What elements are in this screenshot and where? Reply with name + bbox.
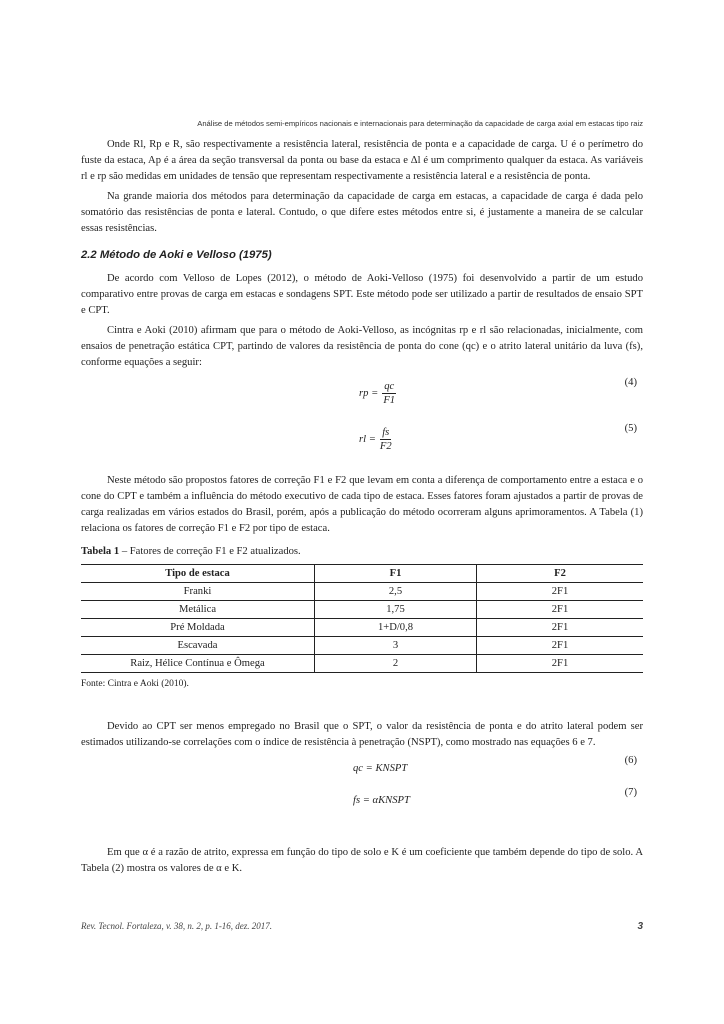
- table-cell: 2,5: [315, 583, 477, 601]
- table-cell: 2F1: [477, 655, 644, 673]
- equation-6-number: (6): [624, 755, 637, 767]
- equation-5-numerator: fs: [382, 426, 390, 438]
- paragraph-1: Onde Rl, Rp e R, são respectivamente a resistência lateral, resistência de ponta e a capacidade de carga. U é o perímetro do fuste da estaca, Ap é a área da seção transversal da ponta ou base da estaca e Δl é um comprimento qualquer da estaca. As variáveis rl e rp são medidas em unidades de tensão que representam respectivamente a resistência lateral e a resistência de ponta.: [81, 139, 643, 182]
- equation-6: [81, 753, 643, 785]
- table-1: [81, 564, 643, 673]
- equation-7-expression: fs = αKNSPT: [353, 795, 410, 807]
- table-header-row: [81, 565, 643, 583]
- page-number: 3: [637, 921, 643, 932]
- table-cell: Raiz, Hélice Contínua e Ômega: [81, 655, 315, 673]
- table-1-source: Fonte: Cintra e Aoki (2010).: [81, 679, 189, 690]
- paragraph-5: Neste método são propostos fatores de correção F1 e F2 que levam em conta a diferença de comportamento entre a estaca e o cone do CPT e também a influência do método executivo de cada tipo de estaca. Esses fatores foram ajustados a partir de provas de carga realizadas em vários estados do Brasil, porém, após a publicação do método ocorreram alguns aprimoramentos. A Tabela (1) relaciona os fatores de correção F1 e F2 por tipo de estaca.: [81, 474, 643, 534]
- table-cell: 2F1: [477, 583, 644, 601]
- table-cell: 2F1: [477, 637, 644, 655]
- equation-4-denominator: F1: [383, 394, 396, 406]
- equation-7: [81, 785, 643, 817]
- table-cell: Escavada: [81, 637, 315, 655]
- table-cell: 1,75: [315, 601, 477, 619]
- paragraph-4: Cintra e Aoki (2010) afirmam que para o método de Aoki-Velloso, as incógnitas rp e rl são relacionadas, inicialmente, com ensaios de penetração estática CPT, partindo de valores da resistência de ponta do cone (qc) e o atrito lateral unitário da luva (fs), conforme equações a seguir:: [81, 325, 643, 368]
- equation-7-number: (7): [624, 787, 637, 799]
- equation-5-denominator: F2: [379, 440, 392, 452]
- paragraph-2: Na grande maioria dos métodos para determinação da capacidade de carga em estacas, a capacidade de carga é dada pelo somatório das resistências de ponta e lateral. Contudo, o que difere estes métodos entre si, é justamente a maneira de se calcular essas resistências.: [81, 190, 643, 234]
- table-cell: 1+D/0,8: [315, 619, 477, 637]
- footer-citation: Rev. Tecnol. Fortaleza, v. 38, n. 2, p. 1-16, dez. 2017.: [81, 921, 273, 931]
- table-cell: Pré Moldada: [81, 619, 315, 637]
- paragraph-3: De acordo com Velloso de Lopes (2012), o método de Aoki-Velloso (1975) foi desenvolvido a partir de um estudo comparativo entre provas de carga em estacas e sondagens SPT. Este método pode ser utilizado a partir de resultados de ensaio SPT e CPT.: [81, 273, 643, 317]
- running-header: Análise de métodos semi-empíricos nacionais e internacionais para determinação da capacidade de carga axial em estacas tipo raiz: [197, 119, 643, 128]
- table-header-cell: F2: [477, 565, 644, 583]
- table-cell: 2F1: [477, 619, 644, 637]
- equation-4-numerator: qc: [384, 380, 395, 392]
- table-1-caption-text: – Fatores de correção F1 e F2 atualizados.: [119, 546, 301, 558]
- equation-5-number: (5): [624, 422, 637, 434]
- table-header-cell: F1: [315, 565, 477, 583]
- equation-4-number: (4): [624, 376, 637, 388]
- equation-5-fraction: [380, 426, 392, 454]
- equation-4-lhs: rp =: [359, 387, 379, 399]
- page-content: [81, 137, 643, 877]
- paragraph-6: Devido ao CPT ser menos empregado no Brasil que o SPT, o valor da resistência de ponta e do atrito lateral podem ser estimados utilizando-se correlações com o índice de resistência à penetração (NSPT), como mostrado nas equações 6 e 7.: [81, 721, 643, 749]
- table-row: [81, 619, 643, 637]
- table-1-caption: [81, 544, 643, 560]
- table-cell: 2: [315, 655, 477, 673]
- section-heading: 2.2 Método de Aoki e Velloso (1975): [81, 249, 272, 262]
- table-row: [81, 637, 643, 655]
- table-header-cell: Tipo de estaca: [81, 565, 315, 583]
- equation-6-expression: qc = KNSPT: [353, 763, 408, 775]
- table-row: [81, 583, 643, 601]
- table-1-caption-label: Tabela 1: [81, 546, 120, 558]
- paragraph-7: Em que α é a razão de atrito, expressa em função do tipo de solo e K é um coeficiente que também depende do tipo de solo. A Tabela (2) mostra os valores de α e K.: [81, 847, 643, 874]
- equation-4-fraction: [382, 380, 396, 408]
- equation-4: [81, 375, 643, 413]
- equation-5: [81, 421, 643, 459]
- equation-5-lhs: rl =: [359, 433, 376, 445]
- table-cell: Metálica: [81, 601, 315, 619]
- table-cell: Franki: [81, 583, 315, 601]
- table-cell: 3: [315, 637, 477, 655]
- page-footer: [81, 921, 643, 931]
- table-row: [81, 601, 643, 619]
- table-row: [81, 655, 643, 673]
- table-cell: 2F1: [477, 601, 644, 619]
